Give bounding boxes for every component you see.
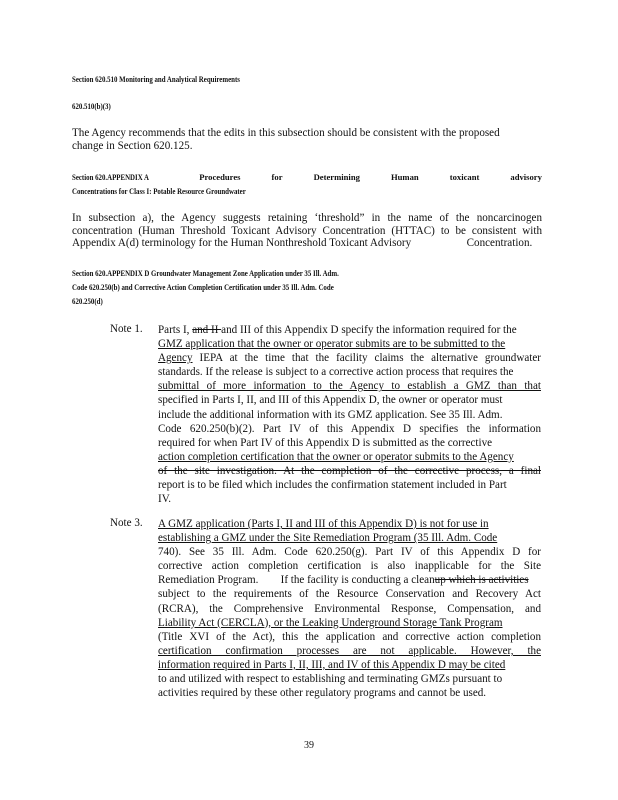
note-line: required for when Part IV of this Appendix D is submitted as the corrective: [158, 436, 493, 449]
note-text: Remediation Program. If the facility is conducting a clean: [158, 574, 435, 587]
note-line: [158, 573, 541, 587]
note-text: Parts I,: [158, 324, 193, 336]
paragraph-line: The Agency recommends that the edits in this subsection should be consistent with the proposed: [72, 127, 500, 139]
deleted-text: up which is activities: [434, 574, 529, 587]
page-number: 39: [304, 740, 314, 751]
heading-line: Concentrations for Class I: Potable Resource Groundwater: [72, 186, 246, 196]
note-text: IEPA at the time that the facility claims the alternative groundwater: [192, 352, 541, 365]
heading-word: Procedures: [199, 172, 241, 182]
heading-word: Human: [390, 172, 419, 182]
section2-paragraph: [72, 212, 542, 250]
heading-word: toxicant: [449, 172, 480, 182]
heading-word: Section 620.APPENDIX A: [72, 172, 149, 182]
note-line: GMZ application that the owner or operator submits are to be submitted to the: [158, 338, 506, 351]
note-line: (Title XVI of the Act), this the application and corrective action completion: [158, 630, 541, 643]
paragraph-line: change in Section 620.125.: [72, 139, 193, 152]
paragraph-line: In subsection a), the Agency suggests retaining ‘threshold” in the name of the noncarcinogen: [72, 212, 542, 224]
paragraph-line: concentration (Human Threshold Toxicant Advisory Concentration (HTTAC) to be consistent with: [72, 224, 542, 237]
heading-word: advisory: [510, 172, 542, 182]
note-line: subject to the requirements of the Resource Conservation and Recovery Act: [158, 588, 541, 601]
note-line: A GMZ application (Parts I, II and III of this Appendix D) is not for use in: [158, 518, 489, 530]
section-heading-appendix-d: Section 620.APPENDIX D Groundwater Management Zone Application under 35 Ill. Adm.: [72, 268, 339, 278]
note-line: submittal of more information to the Agency to establish a GMZ than that: [158, 380, 541, 393]
note-3-label: Note 3.: [110, 517, 143, 529]
section-heading-620-510: Section 620.510 Monitoring and Analytical Requirements: [72, 74, 240, 84]
note-line: of the site investigation. At the completion of the corrective process, a final: [158, 464, 541, 477]
note-line: IV.: [158, 493, 172, 506]
note-1-label: Note 1.: [110, 323, 143, 335]
section-heading-appendix-d-line3: 620.250(d): [72, 296, 103, 306]
note-line: (RCRA), the Comprehensive Environmental Response, Compensation, and: [158, 602, 541, 615]
note-line: [158, 323, 541, 337]
heading-word: for: [271, 172, 283, 182]
note-line: action completion certification that the owner or operator submits to the Agency: [158, 450, 514, 463]
deleted-text: and II: [192, 324, 222, 336]
note-line: specified in Parts I, II, and III of this Appendix D, the owner or operator must: [158, 394, 503, 407]
note-line: Liability Act (CERCLA), or the Leaking Underground Storage Tank Program: [158, 616, 503, 629]
note-line: Code 620.250(b)(2). Part IV of this Appendix D specifies the information: [158, 422, 541, 435]
note-line: to and utilized with respect to establishing and terminating GMZs pursuant to: [158, 673, 503, 686]
note-1-body: [158, 323, 541, 506]
note-line: standards. If the release is subject to a corrective action process that requires the: [158, 366, 514, 379]
note-line: report is to be filed which includes the confirmation statement included in Part: [158, 479, 507, 492]
note-line: activities required by these other regulatory programs and cannot be used.: [158, 687, 487, 700]
inserted-text: Agency: [158, 352, 193, 365]
note-line: include the additional information with its GMZ application. See 35 Ill. Adm.: [158, 408, 503, 421]
paragraph-line: Appendix A(d) terminology for the Human Nonthreshold Toxicant Advisory Concentration.: [72, 237, 533, 250]
section-heading-appendix-d-line2: Code 620.250(b) and Corrective Action Completion Certification under 35 Ill. Adm. Code: [72, 282, 334, 292]
note-text: and III of this Appendix D specify the information required for the: [221, 324, 517, 336]
note-line: certification confirmation processes are not applicable. However, the: [158, 644, 541, 657]
note-3-body: [158, 517, 541, 700]
note-line: corrective action completion certification is also inapplicable for the Site: [158, 560, 541, 573]
section-heading-appendix-a: [72, 172, 542, 196]
heading-word: Determining: [313, 172, 360, 182]
subsection-heading: 620.510(b)(3): [72, 101, 111, 111]
section1-paragraph: [72, 127, 542, 152]
note-line: information required in Parts I, II, III, and IV of this Appendix D may be cited: [158, 658, 506, 671]
note-line: 740). See 35 Ill. Adm. Code 620.250(g). Part IV of this Appendix D for: [158, 546, 541, 559]
note-line: [158, 351, 541, 365]
note-line: establishing a GMZ under the Site Remediation Program (35 Ill. Adm. Code: [158, 532, 498, 545]
